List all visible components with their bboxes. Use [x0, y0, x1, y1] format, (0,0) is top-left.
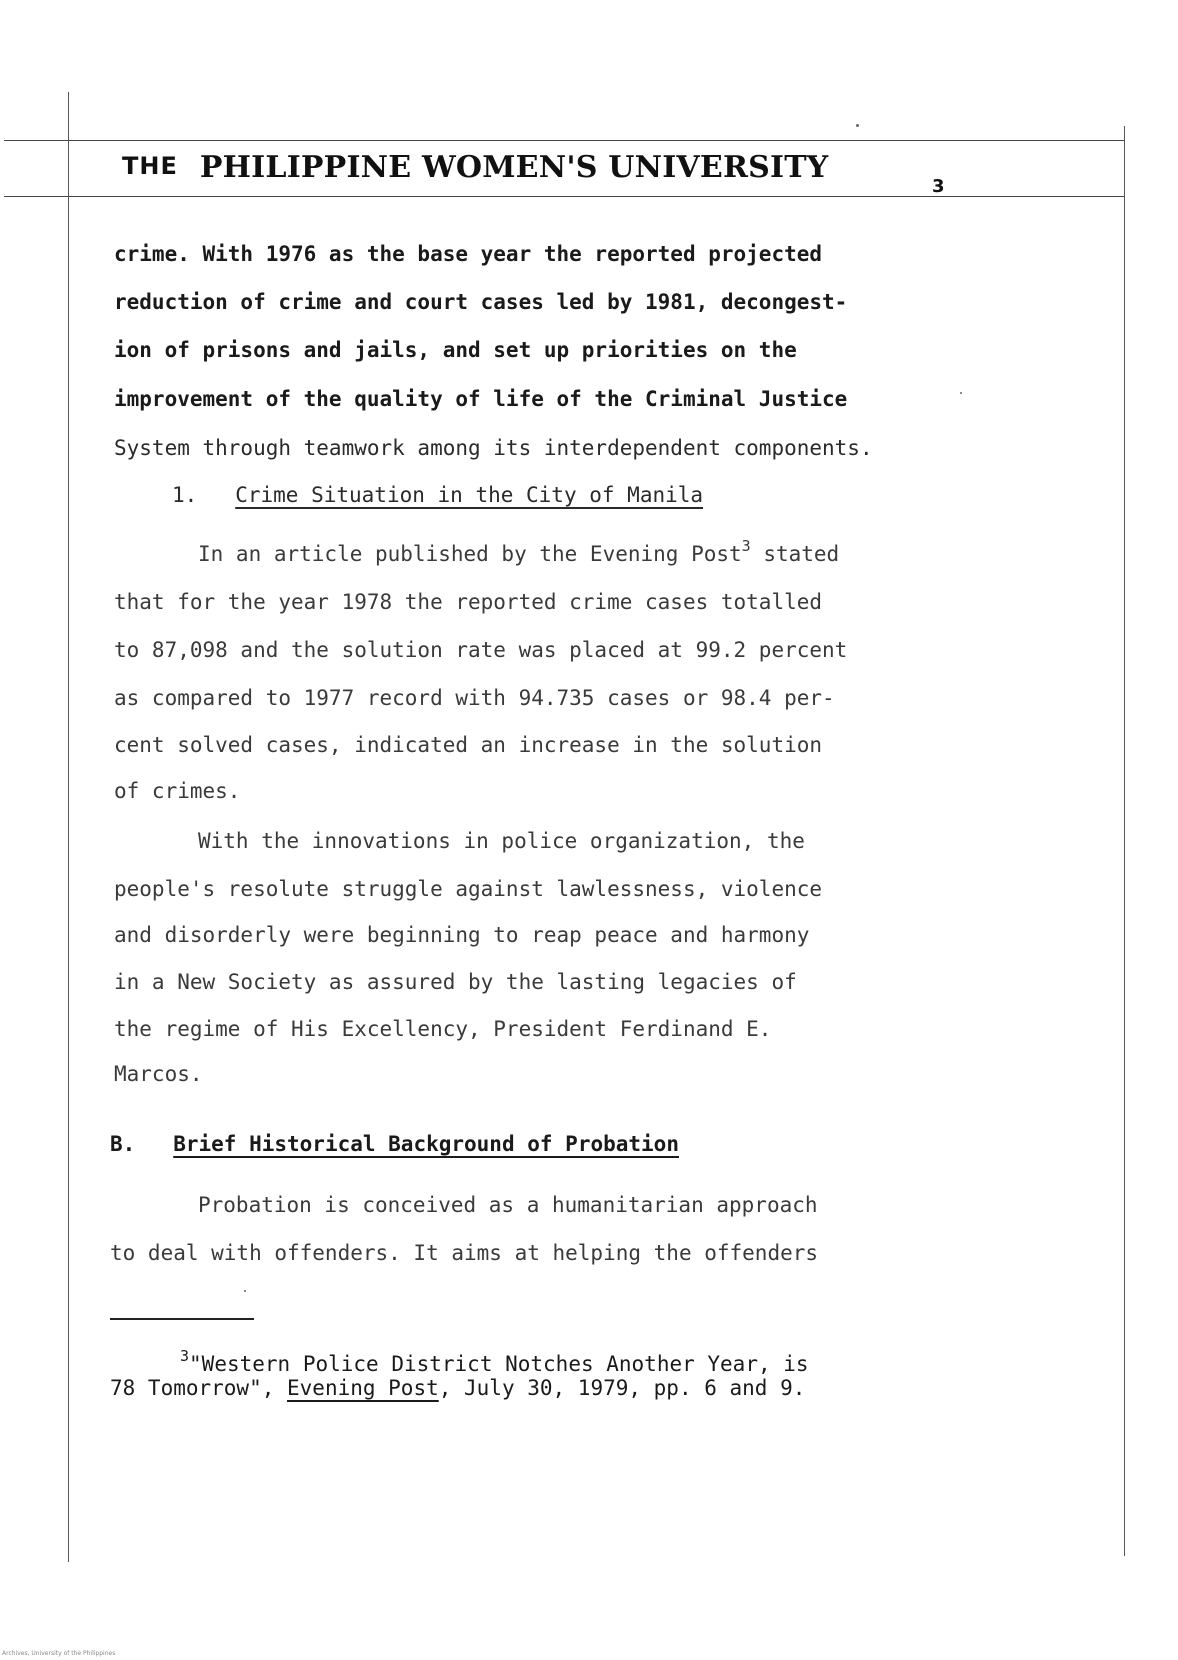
para1-line: to 87,098 and the solution rate was placed at 99.2 percent [114, 638, 848, 662]
scan-speck [960, 392, 962, 394]
intro-line: ion of prisons and jails, and set up priorities on the [114, 338, 797, 362]
footnote-text-end: , July 30, 1979, pp. 6 and 9. [438, 1376, 806, 1400]
institution-name: PHILIPPINE WOMEN'S UNIVERSITY [199, 150, 829, 185]
footnote-source: Evening Post [287, 1376, 439, 1400]
para2-line: Marcos. [114, 1062, 203, 1086]
para3-line: Probation is conceived as a humanitarian approach [198, 1193, 818, 1217]
section-title: Brief Historical Background of Probation [173, 1132, 679, 1156]
para2-line: With the innovations in police organization, the [198, 829, 805, 853]
left-margin-rule [68, 92, 69, 1562]
intro-line: improvement of the quality of life of the Criminal Justice [114, 387, 848, 411]
footnote-marker: 3 [180, 1347, 190, 1365]
page-number: 3 [932, 176, 945, 197]
footnote-divider [110, 1318, 254, 1320]
para2-line: the regime of His Excellency, President Ferdinand E. [114, 1017, 772, 1041]
letterhead [122, 150, 828, 185]
letterhead-bottom-rule [4, 196, 1124, 197]
intro-line: crime. With 1976 as the base year the reported projected [114, 242, 823, 266]
para1-line: as compared to 1977 record with 94.735 cases or 98.4 per- [114, 686, 835, 710]
footnote-text: 78 Tomorrow", [110, 1376, 288, 1400]
subsection-number: 1. [172, 483, 198, 507]
intro-line: reduction of crime and court cases led by 1981, decongest- [114, 290, 848, 314]
para1-first-line [198, 537, 840, 566]
para1-text: In an article published by the Evening Post [198, 542, 742, 566]
section-heading [110, 1134, 679, 1155]
footnote-text: "Western Police District Notches Another Year, is [189, 1352, 809, 1376]
subsection-heading [172, 485, 703, 506]
intro-line: System through teamwork among its interdependent components. [114, 436, 873, 460]
section-letter: B. [110, 1132, 136, 1156]
footnote-line [180, 1347, 809, 1376]
para2-line: and disorderly were beginning to reap peace and harmony [114, 923, 810, 947]
scan-speck [856, 124, 859, 127]
footnote-ref: 3 [741, 537, 751, 555]
letterhead-top-rule [4, 140, 1124, 141]
para2-line: in a New Society as assured by the lasting legacies of [114, 970, 797, 994]
para1-text-end: stated [750, 542, 840, 566]
right-margin-rule [1124, 126, 1125, 1556]
letterhead-prefix: THE [122, 152, 178, 180]
para2-line: people's resolute struggle against lawlessness, violence [114, 877, 823, 901]
scan-speck [244, 1290, 246, 1292]
para1-line: of crimes. [114, 779, 241, 803]
para1-line: cent solved cases, indicated an increase in the solution [114, 733, 823, 757]
scan-footer: Archives, University of the Philippines [2, 1650, 116, 1657]
para1-line: that for the year 1978 the reported crime cases totalled [114, 590, 823, 614]
subsection-title: Crime Situation in the City of Manila [235, 483, 704, 507]
para3-line: to deal with offenders. It aims at helping the offenders [110, 1241, 819, 1265]
footnote-line [110, 1378, 805, 1399]
